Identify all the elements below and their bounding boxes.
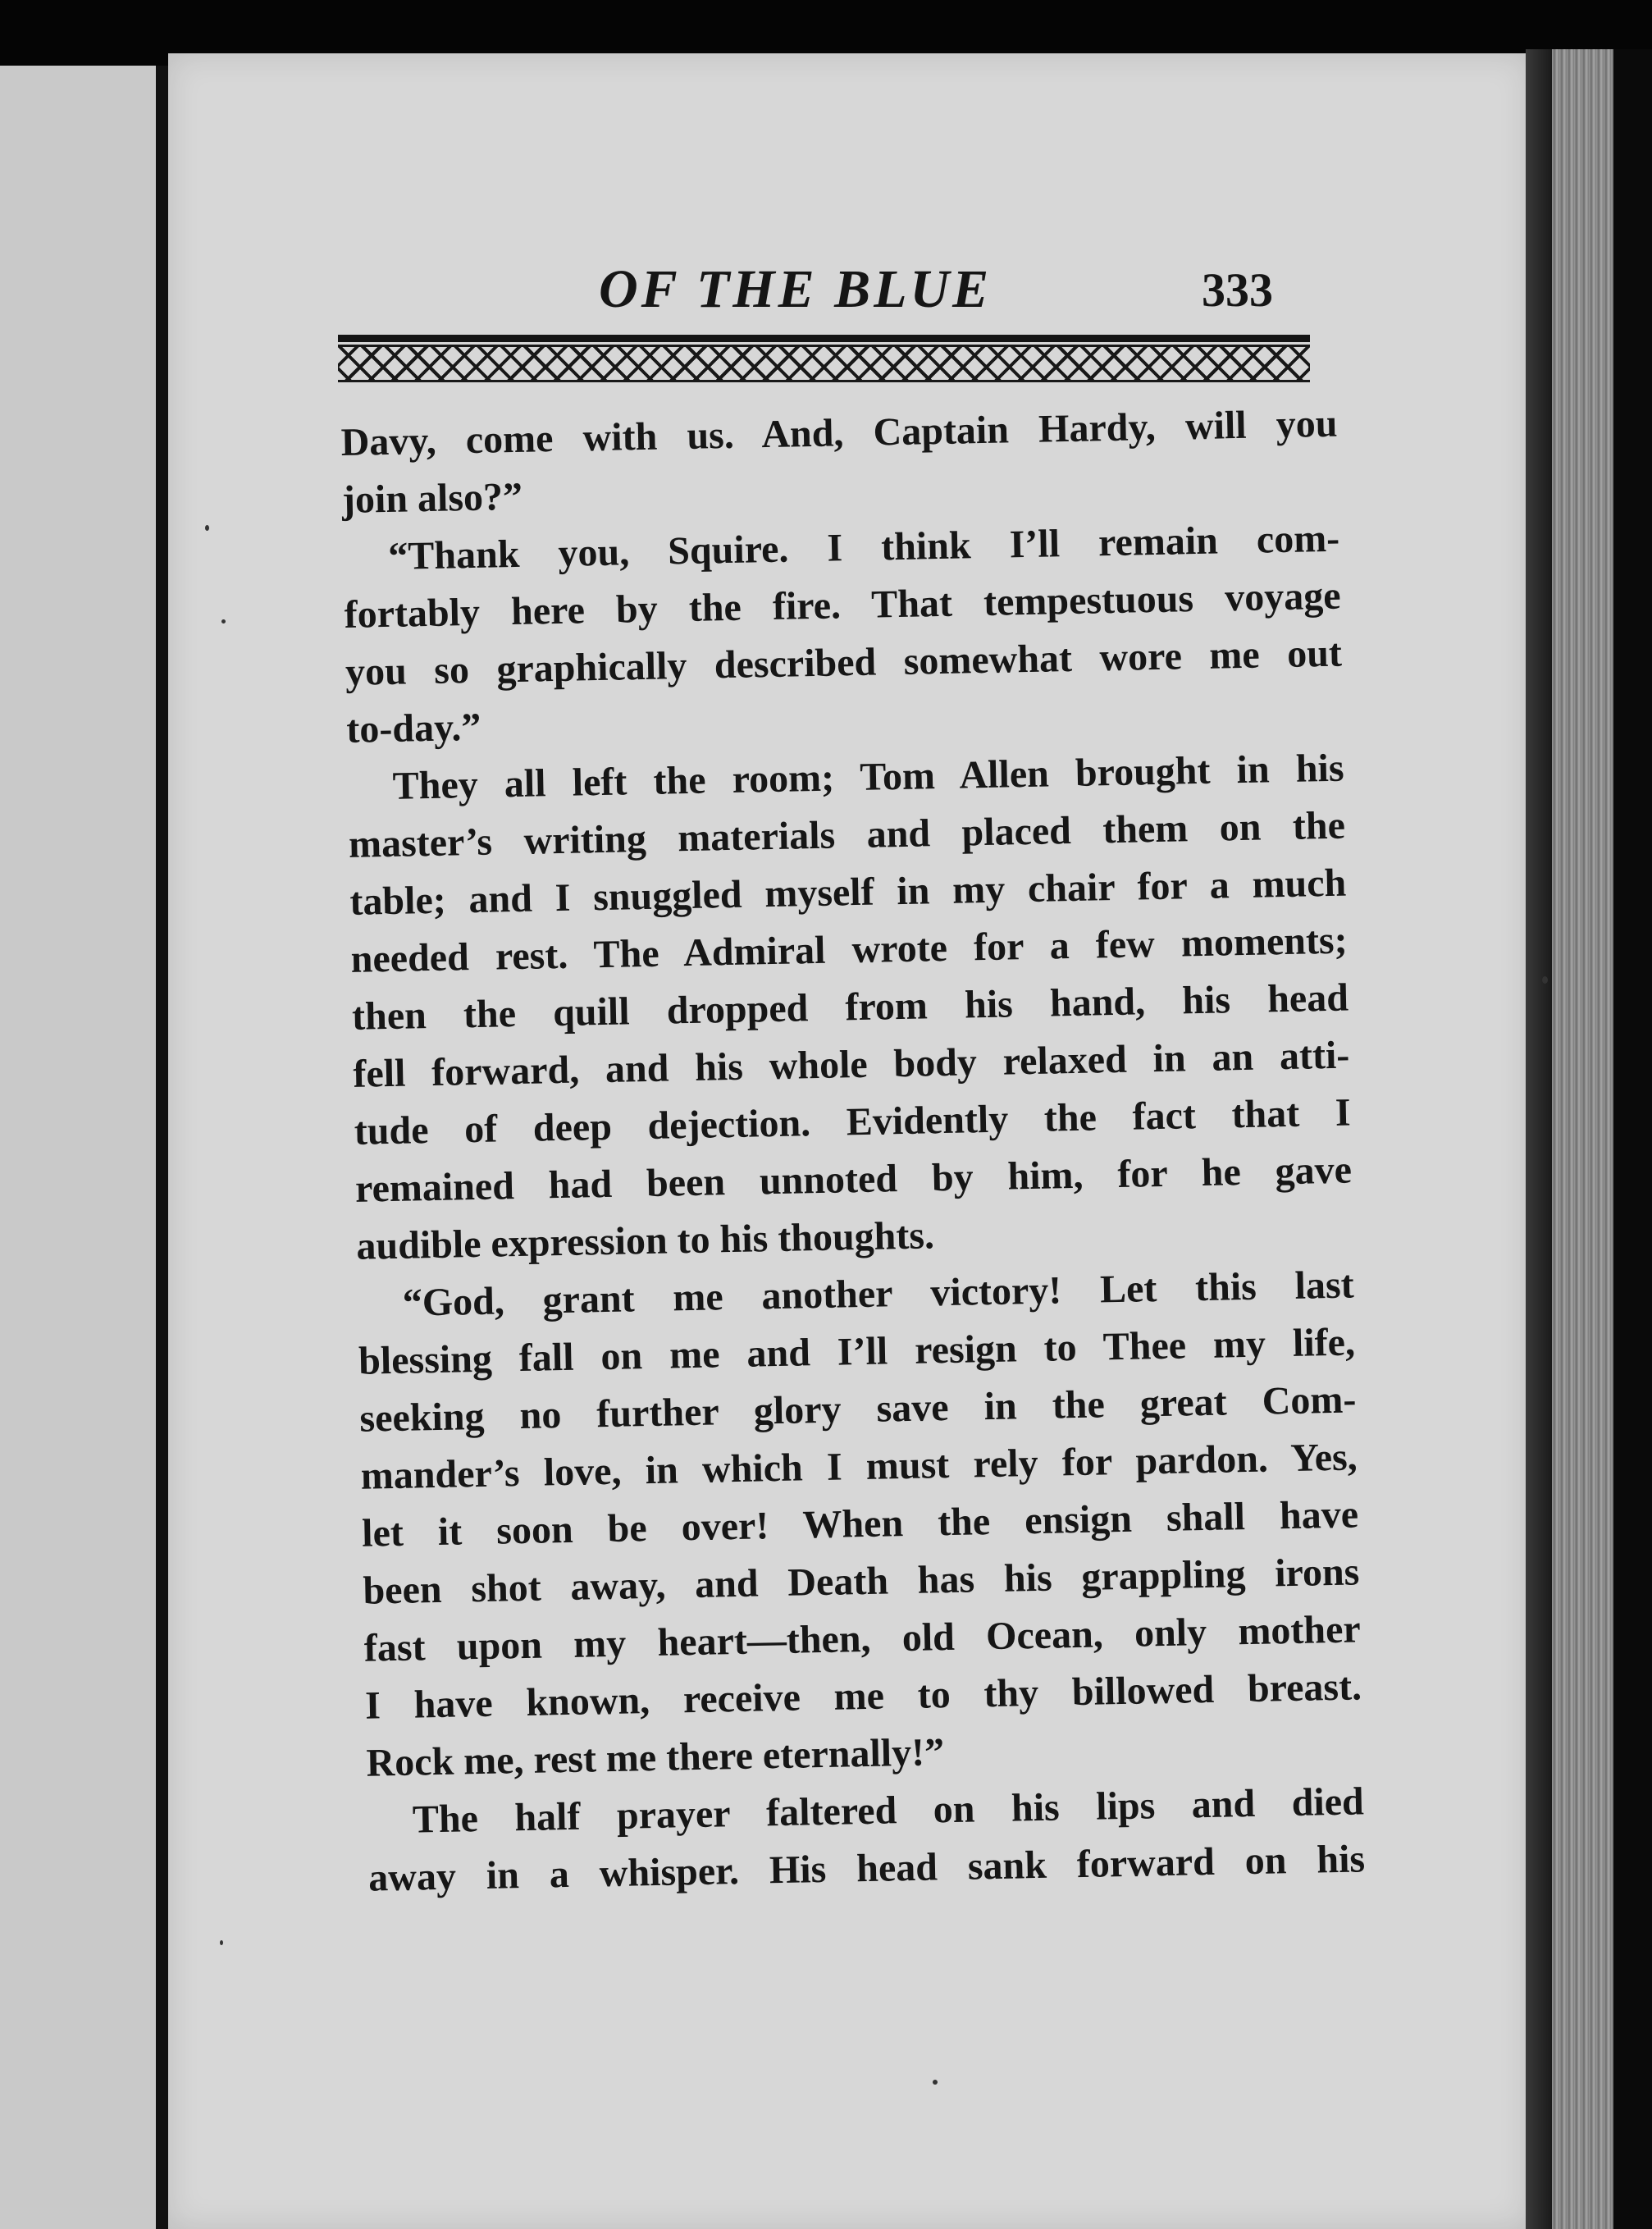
text-line: fast upon my heart—then, old Ocean, only mother bbox=[363, 1607, 1362, 1670]
text-line: audible expression to his thoughts. bbox=[355, 1213, 935, 1268]
running-head: OF THE BLUE bbox=[599, 259, 993, 319]
text-line: “God, grant me another victory! Let this last bbox=[402, 1263, 1355, 1325]
text-line: master’s writing materials and placed them on the bbox=[348, 803, 1346, 866]
text-line: away in a whisper. His head sank forward on his bbox=[367, 1837, 1366, 1900]
text-line: tude of deep dejection. Evidently the fact that I bbox=[354, 1090, 1352, 1153]
text-line: you so graphically described somewhat wore me out bbox=[345, 631, 1343, 694]
scan-speck bbox=[221, 619, 226, 623]
text-line: blessing fall on me and I’ll resign to Thee my life, bbox=[358, 1320, 1356, 1383]
body-text bbox=[340, 395, 1366, 1907]
page-number: 333 bbox=[1202, 263, 1273, 317]
text-line: seeking no further glory save in the great Com- bbox=[358, 1377, 1357, 1441]
text-line: remained had been unnoted by him, for he gave bbox=[354, 1148, 1353, 1211]
text-line: been shot away, and Death has his grappling irons bbox=[363, 1550, 1360, 1613]
text-line: The half prayer faltered on his lips and died bbox=[412, 1779, 1365, 1842]
text-line: Davy, come with us. And, Captain Hardy, will you bbox=[340, 401, 1338, 464]
scan-border-right bbox=[1613, 49, 1652, 2229]
text-line: table; and I snuggled myself in my chair for a much bbox=[349, 861, 1347, 924]
facing-page-edge bbox=[0, 66, 160, 2229]
text-line: to-day.” bbox=[345, 705, 481, 751]
text-line: fell forward, and his whole body relaxed in an atti- bbox=[352, 1033, 1350, 1096]
text-line: then the quill dropped from his hand, his head bbox=[351, 975, 1349, 1039]
text-line: fortably here by the fire. That tempestuous voyage bbox=[344, 573, 1341, 637]
scan-speck bbox=[220, 1940, 223, 1945]
text-line: needed rest. The Admiral wrote for a few moments; bbox=[350, 918, 1349, 981]
scan-speck bbox=[205, 525, 209, 531]
text-line: “Thank you, Squire. I think I’ll remain com- bbox=[387, 516, 1340, 578]
text-line: They all left the room; Tom Allen brought in his bbox=[392, 746, 1345, 808]
text-line: Rock me, rest me there eternally!” bbox=[366, 1730, 945, 1785]
text-line: mander’s love, in which I must rely for pardon. Yes, bbox=[360, 1435, 1358, 1498]
text-line: join also?” bbox=[341, 474, 523, 522]
text-line: I have known, receive me to thy billowed breast. bbox=[364, 1665, 1362, 1728]
ornamental-border bbox=[338, 345, 1310, 382]
scan-speck bbox=[1542, 976, 1548, 984]
text-line: let it soon be over! When the ensign shall have bbox=[361, 1492, 1359, 1555]
header-rule bbox=[338, 335, 1310, 342]
page-block-shadow bbox=[1526, 49, 1552, 2229]
scan-speck bbox=[933, 2080, 938, 2085]
page-block-edges bbox=[1552, 49, 1613, 2229]
